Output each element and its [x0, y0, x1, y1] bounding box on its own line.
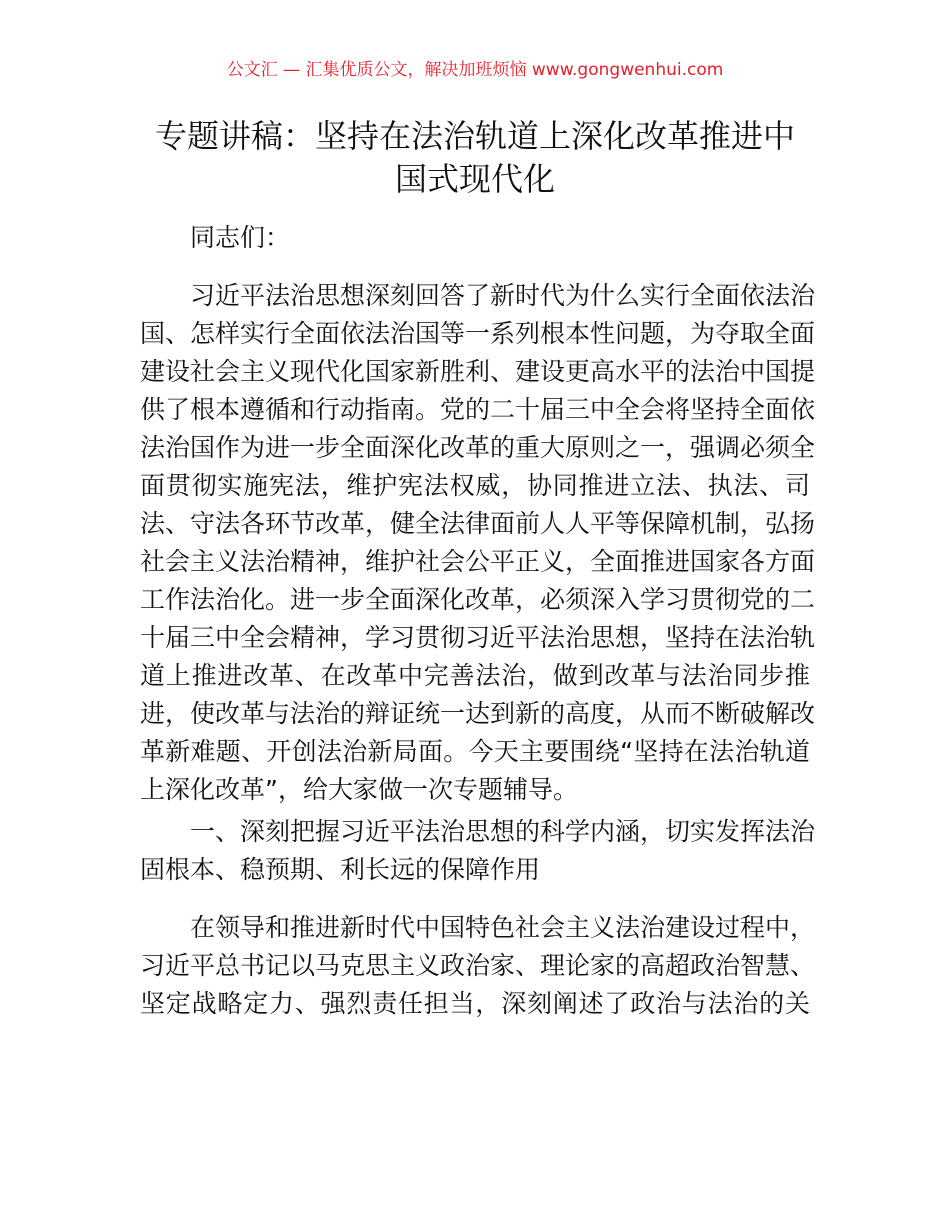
document-body [140, 219, 816, 1023]
text-line: 供了根本遵循和行动指南。党的二十届三中全会将坚持全面依 [140, 395, 816, 424]
section-heading [140, 813, 816, 889]
text-line: 一、深刻把握习近平法治思想的科学内涵，切实发挥法治 [190, 817, 816, 846]
text-line: 国、怎样实行全面依法治国等一系列根本性问题，为夺取全面 [140, 319, 816, 348]
text-line: 十届三中全会精神，学习贯彻习近平法治思想，坚持在法治轨 [140, 623, 816, 652]
text-line: 社会主义法治精神，维护社会公平正义，全面推进国家各方面 [140, 547, 816, 576]
text-line: 法治国作为进一步全面深化改革的重大原则之一，强调必须全 [140, 433, 816, 462]
watermark-header: 公文汇 — 汇集优质公文，解决加班烦恼 www.gongwenhui.com [226, 60, 724, 80]
paragraph [140, 909, 816, 1023]
text-line: 建设社会主义现代化国家新胜利、建设更高水平的法治中国提 [140, 357, 816, 386]
text-line: 革新难题、开创法治新局面。今天主要围绕“坚持在法治轨道 [140, 737, 810, 766]
text-line: 进，使改革与法治的辩证统一达到新的高度，从而不断破解改 [140, 699, 816, 728]
paragraph [140, 277, 816, 809]
text-line: 在领导和推进新时代中国特色社会主义法治建设过程中， [190, 913, 816, 942]
text-line: 习近平总书记以马克思主义政治家、理论家的高超政治智慧、 [140, 951, 816, 980]
text-line: 固根本、稳预期、利长远的保障作用 [140, 855, 541, 884]
text-line: 法、守法各环节改革，健全法律面前人人平等保障机制，弘扬 [140, 509, 816, 538]
text-line: 上深化改革”，给大家做一次专题辅导。 [140, 775, 578, 804]
title-line: 专题讲稿：坚持在法治轨道上深化改革推进中 [154, 117, 795, 155]
text-line: 坚定战略定力、强烈责任担当，深刻阐述了政治与法治的关 [140, 989, 810, 1018]
document-title [140, 115, 810, 201]
title-line: 国式现代化 [394, 160, 555, 198]
greeting: 同志们： [190, 223, 291, 252]
text-line: 道上推进改革、在改革中完善法治，做到改革与法治同步推 [140, 661, 810, 690]
text-line: 工作法治化。进一步全面深化改革，必须深入学习贯彻党的二 [140, 585, 816, 614]
text-line: 习近平法治思想深刻回答了新时代为什么实行全面依法治 [190, 281, 816, 310]
text-line: 面贯彻实施宪法，维护宪法权威，协同推进立法、执法、司 [140, 471, 810, 500]
